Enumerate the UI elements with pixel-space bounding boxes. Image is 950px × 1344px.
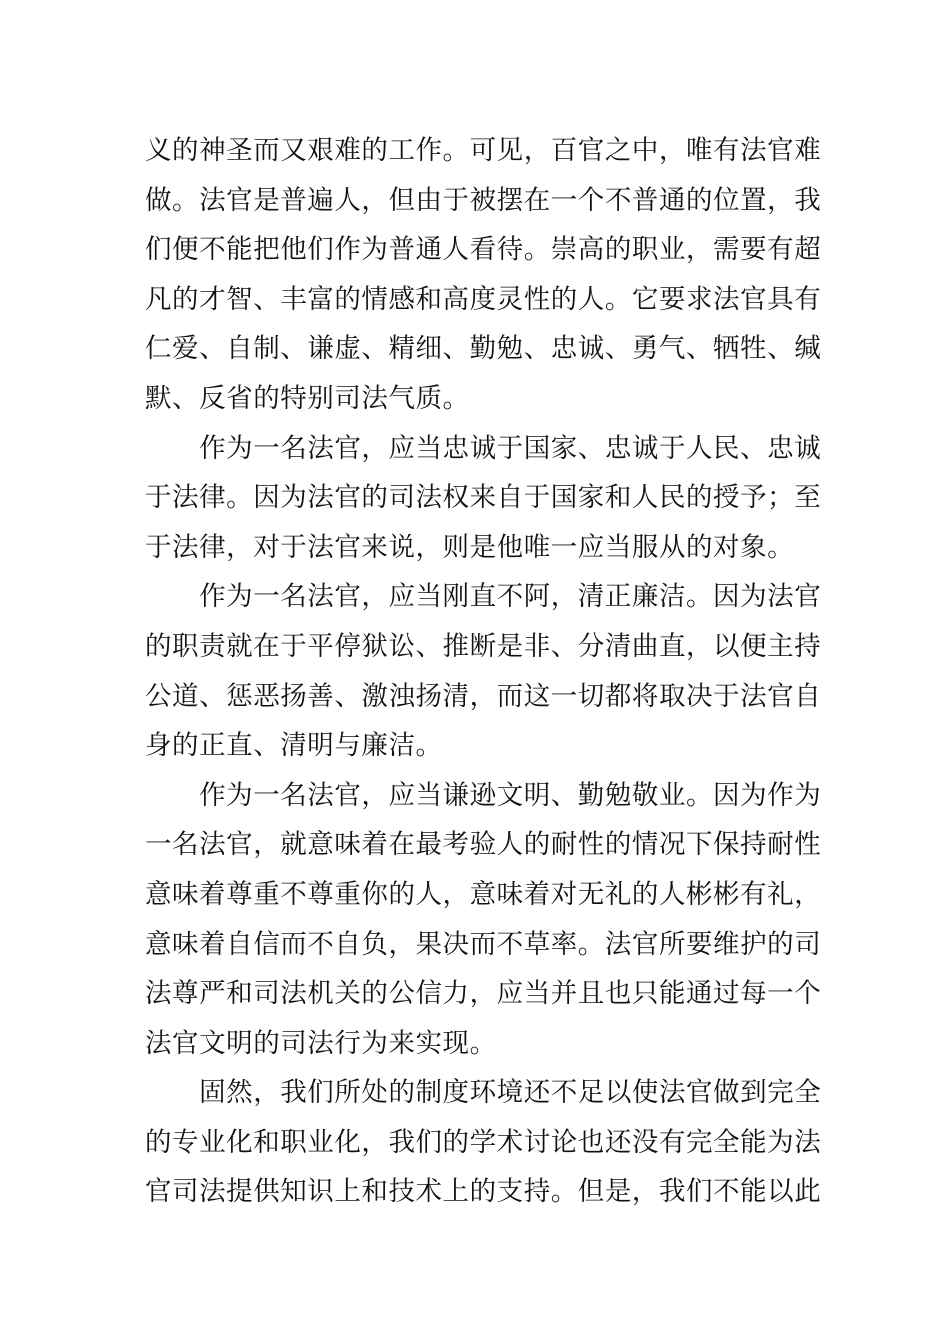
text-line: 法官文明的司法行为来实现。 bbox=[145, 1027, 497, 1059]
text-line: 法尊严和司法机关的公信力，应当并且也只能通过每一个 bbox=[145, 978, 822, 1010]
text-line: 义的神圣而又艰难的工作。可见，百官之中，唯有法官难 bbox=[145, 135, 822, 166]
paragraph-4 bbox=[145, 771, 822, 1069]
text-line: 凡的才智、丰富的情感和高度灵性的人。它要求法官具有 bbox=[145, 283, 822, 315]
text-line: 们便不能把他们作为普通人看待。崇高的职业，需要有超 bbox=[145, 234, 822, 266]
paragraph-3 bbox=[145, 572, 822, 770]
text-line: 一名法官，就意味着在最考验人的耐性的情况下保持耐性 bbox=[145, 829, 822, 861]
text-line: 意味着尊重不尊重你的人，意味着对无礼的人彬彬有礼， bbox=[145, 878, 822, 910]
text-line: 的职责就在于平停狱讼、推断是非、分清曲直，以便主持 bbox=[145, 630, 822, 662]
text-line: 作为一名法官，应当谦逊文明、勤勉敬业。因为作为 bbox=[145, 779, 822, 811]
text-line: 仁爱、自制、谦虚、精细、勤勉、忠诚、勇气、牺牲、缄 bbox=[145, 333, 822, 365]
text-line: 作为一名法官，应当忠诚于国家、忠诚于人民、忠诚 bbox=[145, 432, 822, 464]
text-line: 固然，我们所处的制度环境还不足以使法官做到完全 bbox=[145, 1077, 822, 1109]
text-line: 官司法提供知识上和技术上的支持。但是，我们不能以此 bbox=[145, 1176, 822, 1208]
paragraph-2 bbox=[145, 424, 822, 573]
text-line: 意味着自信而不自负，果决而不草率。法官所要维护的司 bbox=[145, 928, 822, 960]
body-text bbox=[145, 126, 822, 1217]
text-line: 于法律。因为法官的司法权来自于国家和人民的授予；至 bbox=[145, 482, 822, 514]
text-line: 做。法官是普遍人，但由于被摆在一个不普通的位置，我 bbox=[145, 184, 822, 216]
text-line: 身的正直、清明与廉洁。 bbox=[145, 730, 443, 762]
paragraph-1 bbox=[145, 126, 822, 424]
text-line: 公道、惩恶扬善、激浊扬清，而这一切都将取决于法官自 bbox=[145, 680, 822, 712]
text-line: 于法律，对于法官来说，则是他唯一应当服从的对象。 bbox=[145, 531, 795, 563]
text-line: 默、反省的特别司法气质。 bbox=[145, 382, 470, 414]
text-line: 作为一名法官，应当刚直不阿，清正廉洁。因为法官 bbox=[145, 581, 822, 613]
text-line: 的专业化和职业化，我们的学术讨论也还没有完全能为法 bbox=[145, 1126, 822, 1158]
paragraph-5 bbox=[145, 1068, 822, 1217]
